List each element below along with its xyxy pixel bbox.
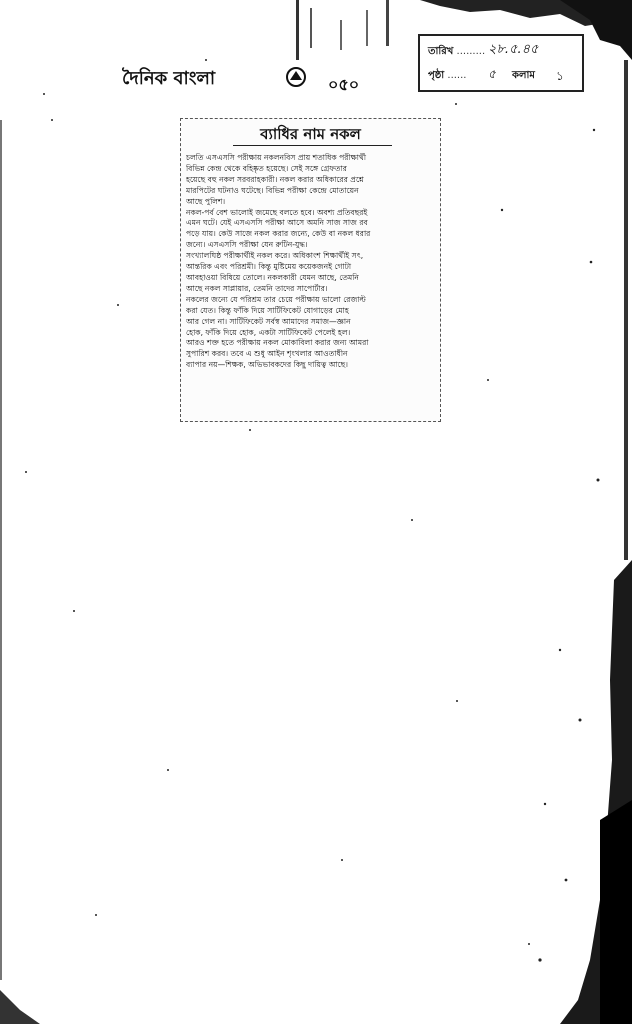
clipping-info-box: [418, 34, 584, 92]
column-value: ১: [556, 69, 564, 83]
article-line: আছে পুলিশ।: [186, 196, 226, 206]
page-dots: ......: [447, 70, 467, 81]
date-dots: .........: [456, 46, 486, 57]
title-underline: [233, 145, 392, 146]
article-line: আবহাওয়া বিষিয়ে তোলে। নকলকারী যেমন আছে, তেমনি: [186, 272, 359, 282]
article-line: আন্তরিক এবং পরিশ্রমী। কিন্তু মুষ্টিমেয় কয়েকজনই গোটা: [186, 262, 352, 272]
newspaper-masthead: দৈনিক বাংলা: [122, 68, 216, 89]
page-label: পৃষ্ঠা: [428, 70, 445, 81]
article-line: করা যেত। কিন্তু ফাঁকি দিয়ে সার্টিফিকেট যোগাড়ের মোহ: [186, 305, 349, 315]
page-number: ০৫০: [328, 75, 360, 94]
date-label: তারিখ: [428, 46, 454, 57]
article-line: আছে নকল সাপ্লায়ার, তেমনি তাদের সাপোর্টার।: [186, 283, 328, 293]
date-value: ২৮.৫.৪৫: [488, 42, 539, 57]
article-line: ব্যাপার নয়—শিক্ষক, অভিভাবকদের কিছু দায়িত্ব আছে।: [186, 360, 348, 370]
article-line: মারপিটের ঘটনাও ঘটেছে। বিভিন্ন পরীক্ষা কেন্দ্রে মোতায়েন: [186, 185, 359, 195]
article-line: জন্যে। এসএসসি পরীক্ষা যেন রুটিন-যুদ্ধ।: [186, 240, 308, 250]
page-value: ৫: [488, 67, 496, 81]
article-line: আরও শক্ত হতে পরীক্ষায় নকল মোকাবিলা করার জন্য আমরা: [186, 338, 369, 348]
article-line: নকল-পর্ব বেশ ভালোই জমেছে বলতে হবে। অবশ্য প্রতিবছরই: [186, 207, 368, 217]
date-row: [428, 40, 574, 64]
news-clipping: [180, 118, 441, 422]
archive-stamp-icon: [285, 66, 307, 88]
article-line: হোক, ফাঁকি দিয়ে হোক, একটা সার্টিফিকেট পেলেই হল।: [186, 327, 351, 337]
page-column-row: [428, 64, 574, 88]
article-line: বিভিন্ন কেন্দ্র থেকে বহিষ্কৃত হয়েছে। সেই সঙ্গে গ্রেফতার: [186, 163, 347, 173]
article-body: [186, 153, 435, 371]
article-line: হয়েছে বহু নকল সরবরাহকারী। নকল করার অধিকারের প্রশ্নে: [186, 174, 364, 184]
article-line: আর গেল না। সার্টিফিকেট সর্বস্ব আমাদের সমাজ—জ্ঞান: [186, 316, 351, 326]
column-label: কলাম: [512, 70, 535, 81]
article-line: এমন ঘটে। যেই এসএসসি পরীক্ষা আসে অমনি সাজ সাজ রব: [186, 218, 368, 228]
article-line: নকলের জন্যে যে পরিশ্রম তার চেয়ে পরীক্ষায় ভালো রেজাল্ট: [186, 294, 366, 304]
article-line: চলতি এসএসসি পরীক্ষায় নকলনবিস প্রায় শতাধিক পরীক্ষার্থী: [186, 153, 367, 162]
article-line: পড়ে যায়। কেউ সাজে নকল করার জন্যে, কেউ বা নকল ধরার: [186, 229, 371, 239]
article-line: সুপারিশ করব। তবে এ শুধু আইন শৃংখলার আওতাধীন: [186, 349, 348, 359]
article-title: ব্যাধির নাম নকল: [260, 125, 361, 143]
article-line: সংখ্যালঘিষ্ঠ পরীক্ষার্থীই নকল করে। অধিকাংশ শিক্ষার্থীই সৎ,: [186, 251, 364, 261]
